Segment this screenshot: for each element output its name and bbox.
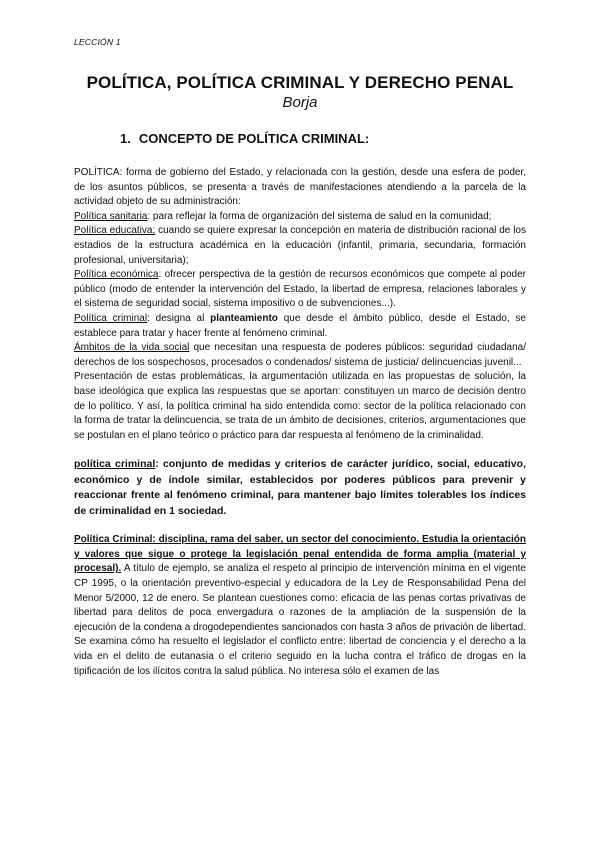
text-definition: : conjunto de medidas y criterios de carácter jurídico, social, educativo, económico y de índole similar, establecidos por poderes públicos para prevenir y reaccionar frente al fenómeno criminal, para mantener bajo límites tolerables los índices de criminalidad en 1 sociedad. [74,458,526,517]
text-disciplina: A título de ejemplo, se analiza el respeto al principio de intervención mínima en el vigente CP 1995, o la orientación preventivo-especial y educadora de la Ley de Responsabilidad Pena del Menor 5/2000, 12 de enero. Se plantean cuestiones como: eficacia de las penas cortas privativas de libertad para delitos de poca envergadura o razones de la ampliación de la suspensión de la ejecución de la condena a drogodependientes sancionados con hasta 3 años de privación de libertad. Se examina cómo ha resuelto el legislador el conflicto entre: libertad de conciencia y el derecho a la vida en el delito de eutanasia o el criterio seguido en la lucha contra el tráfico de drogas en la tipificación de los ilícitos contra la salud pública. No interesa sólo el examen de las [74,563,526,677]
text-ambitos: que necesitan una respuesta de poderes públicos: seguridad ciudadana/ derechos de los sospechosos, procesados o condenados/ sistema de justicia/ delincuencias juvenil... [74,342,526,368]
text-politica-sanitaria: : para reflejar la forma de organización del sistema de salud en la comunidad; [147,210,492,222]
paragraph-disciplina [74,533,526,679]
spacer [74,519,526,533]
term-politica-educativa: Política educativa; [74,225,156,237]
text-politica-economica: : ofrecer perspectiva de la gestión de recursos económicos que compete al poder público (modo de entender la intervención del Estado, la libertad de empresa, relaciones laborales y el sistema de seguridad social, sistema impositivo o de subvenciones...). [74,269,526,310]
paragraph-sanitaria [74,210,526,225]
term-politica-sanitaria: Política sanitaria [74,210,148,222]
paragraph-criminal [74,312,526,341]
section-title: CONCEPTO DE POLÍTICA CRIMINAL: [138,131,370,146]
spacer [74,443,526,457]
term-ambitos: Ámbitos de la vida social [74,342,190,354]
section-heading [120,131,369,146]
text-politica-educativa: cuando se quiere expresar la concepción en materia de distribución racional de los estadios de la estructura académica en la educación (infantil, primaria, secundaria, formación profesional, universitaria); [74,225,526,266]
paragraph-definition [74,457,526,519]
paragraph-ambitos [74,341,526,370]
section-number: 1. [120,131,131,146]
text-disciplina-underlined: Política Criminal: disciplina, rama del saber, un sector del conocimiento. Estudia la orientación y valores que sigue o protege la legislación penal entendida de forma amplia (material y procesal). [74,534,526,575]
paragraph-economica [74,268,526,312]
term-definition: política criminal [74,458,156,471]
bold-planteamiento: planteamiento [210,312,278,324]
document-body [74,166,526,679]
text-politica-criminal-b: que desde el ámbito público, desde el Estado, se establece para tratar y hacer frente al fenómeno criminal. [74,312,526,339]
paragraph-politica: POLÍTICA: forma de gobierno del Estado, y relacionada con la gestión, desde una esfera de poder, de los asuntos públicos, se presenta a través de manifestaciones atendiendo a la parcela de la actividad objeto de su administración: [74,167,526,208]
document-author: Borja [282,94,318,111]
term-politica-criminal: Política criminal [74,312,148,324]
document-title: POLÍTICA, POLÍTICA CRIMINAL Y DERECHO PENAL [86,73,514,92]
term-politica-economica: Política económica [74,269,159,281]
paragraph-presentacion: Presentación de estas problemáticas, la argumentación utilizada en las propuestas de solución, la base ideológica que explica las respuestas que se aportan: constituyen un marco de decisión dentro de lo político. Y así, la política criminal ha sido entendida como: sector de la política relacionado con la forma de tratar la delincuencia, se trata de un ámbito de decisiones, criterios, argumentaciones que se postulan en el plano teórico o práctico para dar respuesta al fenómeno de la criminalidad. [74,371,526,441]
text-politica-criminal-a: : designa al [147,312,211,324]
paragraph-educativa [74,224,526,268]
lesson-header: LECCIÓN 1 [74,37,121,47]
